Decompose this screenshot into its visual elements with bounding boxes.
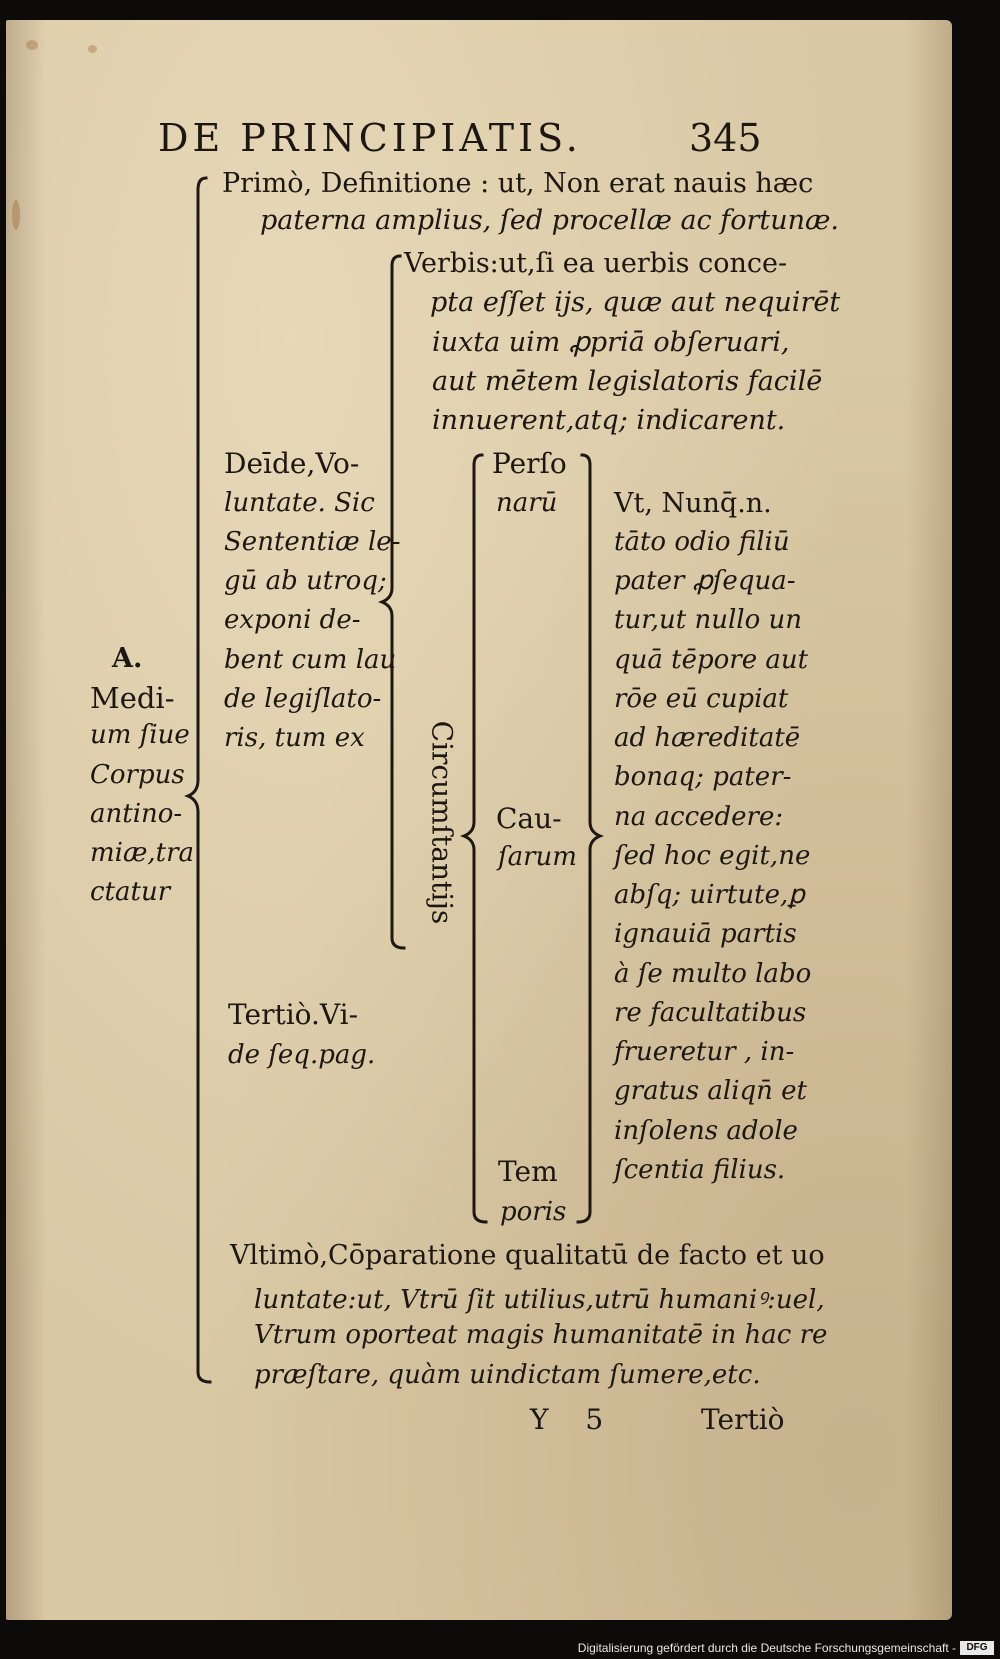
- example-line-6: rōe eū cupiat: [614, 684, 789, 714]
- side-label-line-1: A.: [112, 643, 143, 674]
- circumstantiis-label: Circumſtantijs: [425, 720, 459, 925]
- example-line-17: inſolens adole: [614, 1116, 798, 1146]
- example-line-3: pater ꝓſequa-: [614, 566, 796, 596]
- deinde-line-5: exponi de-: [224, 605, 361, 635]
- deinde-line-1: Deīde,Vo-: [224, 447, 360, 480]
- example-line-1: Vt, Nunq̄.n.: [614, 488, 772, 519]
- example-line-12: ignauiā partis: [614, 919, 797, 949]
- primo-line-1: Primò, Definitione : ut, Non erat nauis hæc: [222, 168, 814, 199]
- tertio-line-1: Tertiò.Vi-: [228, 998, 359, 1031]
- example-line-9: na accedere:: [614, 802, 784, 832]
- side-label-line-3: um ſiue: [90, 720, 190, 750]
- ultimo-line-1: Vltimò,Cōparatione qualitatū de facto et uo: [230, 1240, 825, 1271]
- digitization-note: Digitalisierung gefördert durch die Deutsche Forschungsgemeinschaft -: [577, 1641, 956, 1655]
- deinde-brace: [382, 256, 404, 948]
- deinde-line-7: de legiſlato-: [224, 684, 382, 714]
- example-line-13: à ſe multo labo: [614, 959, 812, 989]
- personarum-line-1: Perſo: [492, 447, 567, 480]
- temporis-line-1: Tem: [498, 1155, 558, 1188]
- example-line-11: abſq; uirtute,ꝑ: [614, 880, 805, 910]
- example-line-14: re facultatibus: [614, 998, 807, 1028]
- example-line-5: quā tēpore aut: [614, 645, 809, 675]
- example-line-10: ſed hoc egit,ne: [614, 841, 811, 871]
- side-label-line-4: Corpus: [90, 760, 185, 790]
- example-line-4: tur,ut nullo un: [614, 605, 803, 635]
- example-line-2: tāto odio filiū: [614, 527, 790, 557]
- deinde-line-2: luntate. Sic: [224, 488, 375, 518]
- verbis-line-3: iuxta uim ꝓpriā obſeruari,: [432, 327, 790, 358]
- causarum-line-1: Cau-: [496, 802, 562, 835]
- running-title: DE PRINCIPIATIS.: [158, 116, 582, 160]
- side-label-line-2: Medi-: [90, 681, 175, 715]
- example-brace: [578, 455, 600, 1222]
- verbis-line-2: pta eſſet ijs, quæ aut nequirēt: [430, 287, 841, 318]
- outer-brace: [188, 178, 210, 1382]
- dfg-logo-icon: DFG: [960, 1641, 994, 1655]
- example-line-16: gratus aliqn̄ et: [614, 1076, 807, 1106]
- signature-mark: Y 5: [530, 1403, 618, 1436]
- ultimo-line-4: præſtare, quàm uindictam ſumere,etc.: [254, 1360, 761, 1390]
- side-label-line-5: antino-: [90, 799, 183, 829]
- circumstantiis-brace: [464, 455, 486, 1222]
- example-line-18: ſcentia filius.: [614, 1155, 786, 1185]
- primo-line-2: paterna amplius, ſed procellæ ac fortunæ.: [260, 205, 840, 236]
- example-line-7: ad hæreditatē: [614, 723, 801, 753]
- deinde-line-3: Sententiæ le-: [224, 527, 401, 557]
- page-number: 345: [689, 116, 762, 160]
- deinde-line-6: bent cum lau: [224, 645, 397, 675]
- verbis-line-4: aut mētem legislatoris facilē: [432, 366, 823, 397]
- causarum-line-2: ſarum: [498, 842, 577, 872]
- side-label-line-7: ctatur: [90, 877, 171, 907]
- verbis-line-5: innuerent,atq; indicarent.: [432, 405, 786, 436]
- example-line-15: frueretur , in-: [614, 1037, 795, 1067]
- verbis-line-1: Verbis:ut,ſi ea uerbis conce-: [404, 248, 788, 279]
- deinde-line-8: ris, tum ex: [224, 723, 365, 753]
- example-line-8: bonaq; pater-: [614, 762, 792, 792]
- deinde-line-4: gū ab utroq;: [224, 566, 387, 596]
- ultimo-line-2: luntate:ut, Vtrū ſit utilius,utrū humaniꝰ:uel,: [254, 1285, 825, 1315]
- side-label-line-6: miæ,tra: [90, 838, 195, 868]
- tertio-line-2: de ſeq.pag.: [228, 1040, 376, 1070]
- ultimo-line-3: Vtrum oporteat magis humanitatē in hac re: [254, 1320, 828, 1350]
- catchword: Tertiò: [701, 1403, 785, 1436]
- temporis-line-2: poris: [500, 1197, 567, 1227]
- personarum-line-2: narū: [496, 488, 558, 518]
